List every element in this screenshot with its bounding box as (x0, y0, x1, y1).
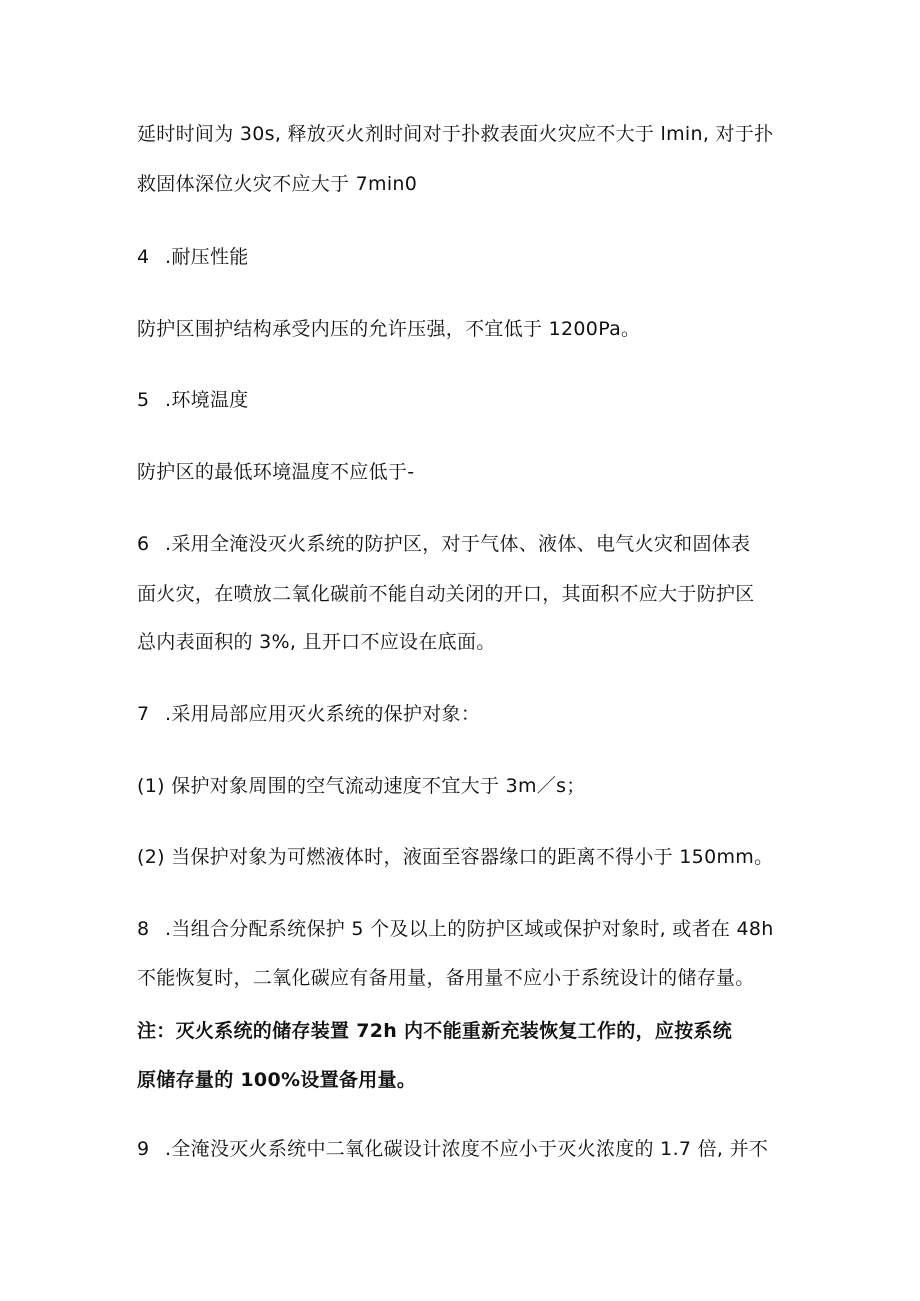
list-item-2: (2) 当保护对象为可燃液体时，液面至容器缘口的距离不得小于 150mm。 (137, 846, 774, 868)
section-number: 4 (137, 246, 150, 268)
section-item-6 (137, 530, 787, 558)
section-item-9 (137, 1135, 787, 1163)
paragraph-line: .全淹没灭火系统中二氧化碳设计浓度不应小于灭火浓度的 1.7 倍, 并不 (165, 1138, 769, 1160)
section-number: 9 (137, 1138, 150, 1160)
paragraph-line: 防护区的最低环境温度不应低于- (137, 461, 415, 483)
section-title: .耐压性能 (165, 246, 249, 268)
paragraph-line: 总内表面积的 3%, 且开口不应设在底面。 (137, 631, 496, 653)
paragraph-line: 面火灾，在喷放二氧化碳前不能自动关闭的开口，其面积不应大于防护区 (137, 583, 755, 605)
list-item-1: (1) 保护对象周围的空气流动速度不宜大于 3m／s； (137, 775, 586, 797)
section-number: 6 (137, 533, 150, 555)
paragraph-line: .采用局部应用灭火系统的保护对象： (165, 703, 481, 725)
paragraph-line: 救固体深位火灾不应大于 7min0 (137, 173, 418, 195)
section-heading-5 (137, 386, 787, 414)
section-number: 8 (137, 918, 150, 940)
paragraph-line: .采用全淹没灭火系统的防护区，对于气体、液体、电气火灾和固体表 (165, 533, 751, 555)
section-item-8 (137, 915, 787, 943)
section-number: 5 (137, 389, 150, 411)
paragraph-line: 防护区围护结构承受内压的允许压强，不宜低于 1200Pa。 (137, 318, 641, 340)
note-line: 注：灭火系统的储存装置 72h 内不能重新充装恢复工作的，应按系统 (137, 1020, 733, 1042)
section-title: .环境温度 (165, 389, 249, 411)
paragraph-line: 延时时间为 30s, 释放灭火剂时间对于扑救表面火灾应不大于 lmin, 对于扑 (137, 123, 774, 145)
paragraph-line: .当组合分配系统保护 5 个及以上的防护区域或保护对象时, 或者在 48h (165, 918, 774, 940)
section-item-7 (137, 700, 787, 728)
section-number: 7 (137, 703, 150, 725)
note-line: 原储存量的 100%设置备用量。 (137, 1069, 417, 1091)
paragraph-line: 不能恢复时，二氧化碳应有备用量，备用量不应小于系统设计的储存量。 (137, 967, 755, 989)
section-heading-4 (137, 243, 787, 271)
